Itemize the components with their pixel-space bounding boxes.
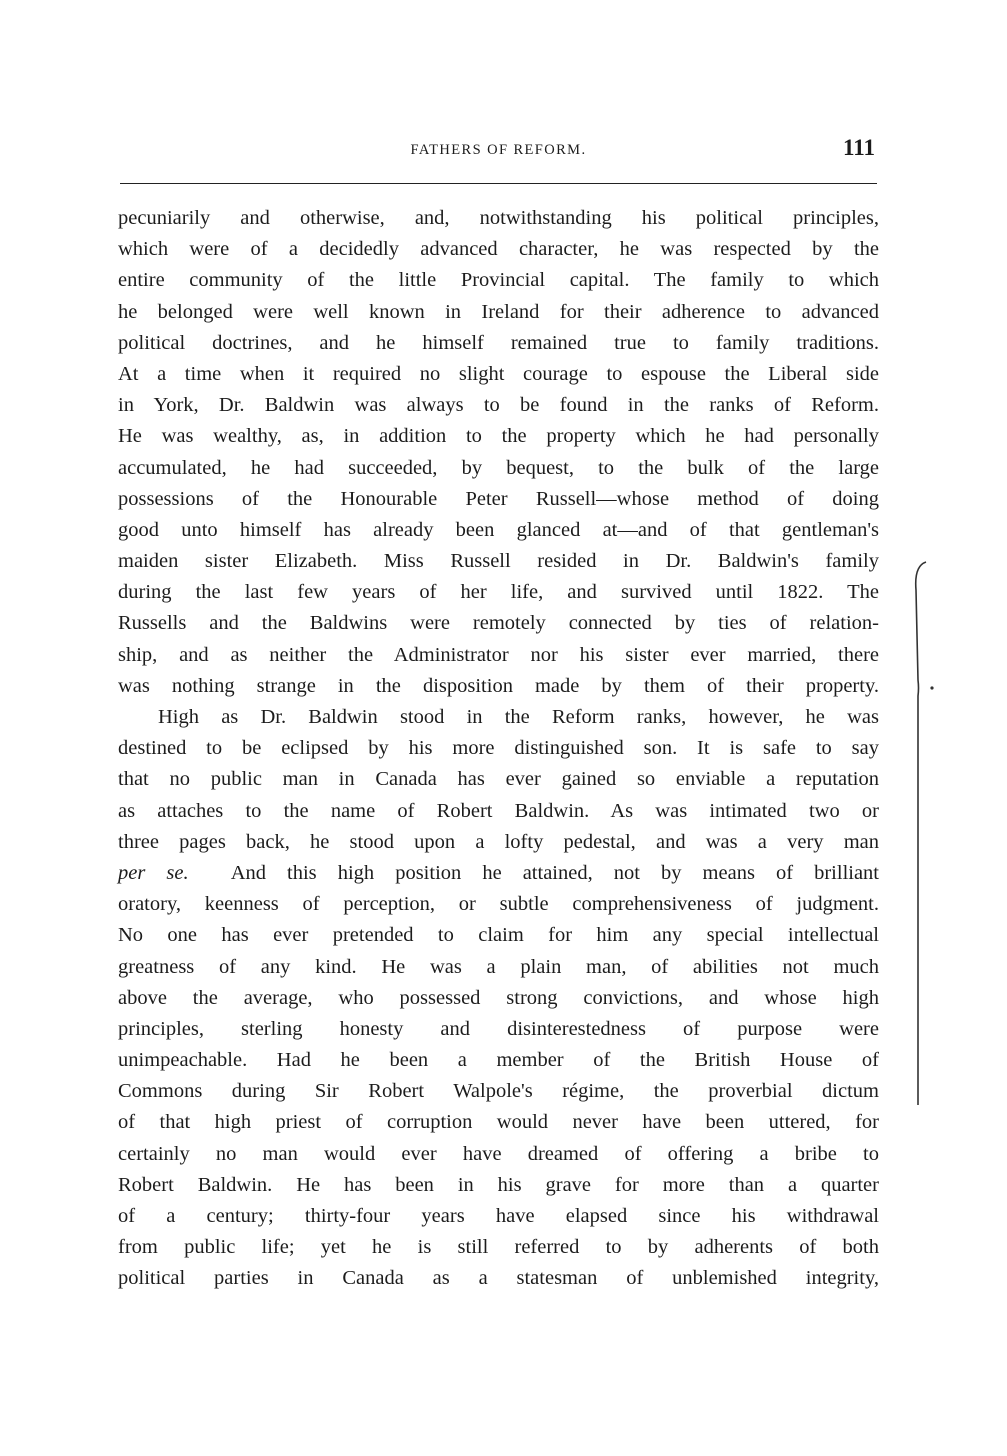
text-line: political parties in Canada as a statesman of unblemished integrity, (118, 1267, 879, 1290)
text-line-rest: And this high position he attained, not by means of brilliant (230, 861, 880, 884)
italic-phrase: per se. (118, 861, 189, 884)
text-line: principles, sterling honesty and disinterestedness of purpose were (118, 1017, 879, 1040)
text-line: No one has ever pretended to claim for him any special intellectual (118, 924, 879, 947)
text-line: ship, and as neither the Administrator nor his sister ever married, there (118, 643, 879, 666)
header-rule (120, 183, 877, 184)
text-line: good unto himself has already been glanced at—and of that gentleman's (118, 518, 879, 541)
text-line: of that high priest of corruption would never have been uttered, for (118, 1111, 879, 1134)
text-line: above the average, who possessed strong convictions, and whose high (118, 986, 879, 1009)
margin-bracket-mark (906, 560, 936, 1110)
text-line: entire community of the little Provincial capital. The family to which (118, 269, 879, 292)
text-line: oratory, keenness of perception, or subtle comprehensiveness of judgment. (118, 893, 879, 916)
page-number: 111 (843, 135, 875, 160)
body-text (118, 203, 879, 1295)
text-line: during the last few years of her life, and survived until 1822. The (118, 581, 879, 604)
text-line: Robert Baldwin. He has been in his grave for more than a quarter (118, 1173, 879, 1196)
paragraph-2 (118, 702, 879, 1295)
text-line: that no public man in Canada has ever gained so enviable a reputation (118, 768, 879, 791)
text-line: Russells and the Baldwins were remotely connected by ties of relation- (118, 612, 879, 635)
text-line: in York, Dr. Baldwin was always to be found in the ranks of Reform. (118, 394, 879, 417)
running-title: FATHERS OF REFORM. (410, 142, 587, 158)
text-line: from public life; yet he is still referred to by adherents of both (118, 1236, 879, 1259)
text-line: as attaches to the name of Robert Baldwin. As was intimated two or (118, 799, 879, 822)
text-line: He was wealthy, as, in addition to the property which he had personally (118, 425, 879, 448)
text-line: of a century; thirty-four years have elapsed since his withdrawal (118, 1205, 879, 1227)
paragraph-1 (118, 203, 879, 702)
text-line: pecuniarily and otherwise, and, notwithstanding his political principles, (118, 207, 879, 229)
text-line: certainly no man would ever have dreamed of offering a bribe to (118, 1142, 879, 1165)
text-line: High as Dr. Baldwin stood in the Reform ranks, however, he was (158, 706, 879, 728)
text-line: which were of a decidedly advanced character, he was respected by the (118, 238, 879, 261)
text-line: was nothing strange in the disposition made by them of their property. (118, 674, 879, 697)
text-line: destined to be eclipsed by his more distinguished son. It is safe to say (118, 737, 879, 760)
text-line-with-italic (118, 858, 879, 889)
text-line: unimpeachable. Had he been a member of the British House of (118, 1049, 879, 1072)
text-line: Commons during Sir Robert Walpole's régime, the proverbial dictum (118, 1080, 879, 1103)
text-line: At a time when it required no slight courage to espouse the Liberal side (118, 362, 879, 385)
text-line: he belonged were well known in Ireland for their adherence to advanced (118, 300, 879, 323)
text-line: possessions of the Honourable Peter Russell—whose method of doing (118, 487, 879, 510)
text-line: maiden sister Elizabeth. Miss Russell resided in Dr. Baldwin's family (118, 550, 879, 573)
text-line: accumulated, he had succeeded, by bequest, to the bulk of the large (118, 456, 879, 479)
text-line: greatness of any kind. He was a plain man, of abilities not much (118, 955, 879, 978)
text-line: three pages back, he stood upon a lofty pedestal, and was a very man (118, 830, 879, 853)
text-line: political doctrines, and he himself remained true to family traditions. (118, 331, 879, 354)
running-head (120, 133, 877, 163)
